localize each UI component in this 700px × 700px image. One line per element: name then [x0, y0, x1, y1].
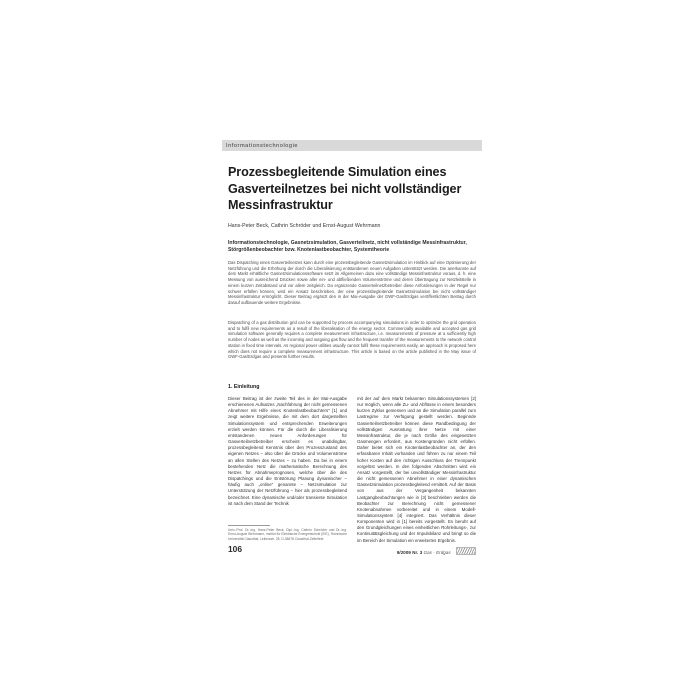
category-label: Informationstechnologie	[226, 142, 299, 149]
page-title	[228, 164, 476, 214]
abstract-german: Das Dispatching eines Gasverteilnetzes kann durch eine prozessbegleitende Gasnetzsimulation im Hinblick auf eine Optimierung der Netzführung und die Erhöhung der durch die Liberalisierung entstandenen neuen Aufgaben unterstützt werden. Die anerkannte auf dem Markt erhältliche Gasnetzsimulationssoftware setzt im Allgemeinen dazu eine vollständige Messinfrastruktur voraus, d. h. eine Messung von ausreichend Drücken sowie aller ein- und abfließenden Volumenströme und deren Übertragung zur Netzleitstelle in einem kurzen Zeitabstand und vor allem zeitgleich. Da ergänzende Gasverteilnetzbetreiber diese Anforderungen in der Regel nur schwer erfüllen können, wird ein Ansatz beschrieben, der eine prozessbegleitende Gasnetzsimulation bei nicht vollständiger Messinfrastruktur ermöglicht. Dieser Beitrag ergänzt den in der Mai-Ausgabe der GWF-Gas/Erdgas veröffentlichten Beitrag durch darauf aufbauende weitere Ergebnisse.	[228, 260, 477, 305]
section-heading: 1. Einleitung	[228, 384, 260, 390]
publisher-logo	[456, 547, 476, 555]
body-column-right: mit der auf dem Markt bekannten Simulationssystemen [2] nur möglich, wenn alle Zu- und Abflüsse in einem besonders kurzen Zyklus gemessen und an die Simulation parallel zum Lastregime zur Verfügung gestellt werden. Beginnde Gasverteilnetzbetreiber können diese Randbedingung der vollständigen Ausrüstung ihrer Netze mit einer Messinfrastruktur, die je nach Größe des eingesetzten Gasmengen erfordert, aus Kostengründen nicht erfüllen. Daher bietet sich ein Knotenlastbeobachter an, der den erfassbaren Inhalt vorhanden und führen zu nur einem Teil hoher Kosten auf den richtigen Ausschluss der Trennpunkt vorgelöst werden. In den folgenden Abschnitten wird ein Ansatz vorgestellt, der bei unvollständiger Messinfrastruktur die nicht gemessenen Abnehmer in einer dynamischen Gasnetzsimulation prozessbegleitend ermittelt. Auf der Basis von aus der Vergangenheit bekannten Lastgangbeobachtungen wie in [3] beschrieben werden die Beobachter zur Berechnung nicht gemessener Knotenabnahmen vorbereitet und in einem Modell-Simulationssystem [4] integriert. Das Verhältnis dieser Komponenten wird in [1] bereits vorgestellt. Es beruht auf den Grundgleichungen eines einheitlichen Rohrleitungs-, zur Kontinuitätsgleichung und der Impulsbilanz und bringt so die im Bereich der Simulation ein erweitertes Ergebnis.	[357, 396, 476, 543]
body-column-left: Dieser Beitrag ist der zweite Teil des in der Mai-Ausgabe erschienenen Aufsatzes „Nachführung der nicht gemessenen Abnehmer mit Hilfe eines Knotenlastbeobachters" [1] und zeigt weitere Ergebnisse, die mit dem dort dargestellten Simulationssystem und entsprechenden Erweiterungen erzielt werden können. Für die durch die Liberalisierung entstandenen neuen Anforderungen für Gasverteilnetzbetreiber erscheint es unabdingbar, prozessbegleitend Kenntnis über den Prozesszustand des eigenen Netzes – also über die Drücke und Volumenströme an allen Stellen des Netzes – zu haben. Da bei in einem bestehenden Netz die mathematische Berechnung des Netzes für Abnahmeprognosen, welche über die des Dispatchings und die Entstörung Planung dynamischer – häufig auch „online" genannte – Netzsimulation zur Unterstützung der Netzführung – hier als prozessbegleitend bezeichnet. Eine dynamische und/oder transiente Simulation ist nach dem Stand der Technik	[228, 396, 347, 506]
footer-right	[397, 547, 476, 555]
category-bar	[222, 140, 482, 151]
title-line-1: Prozessbegleitende Simulation eines	[228, 165, 447, 179]
page-sheet	[222, 140, 482, 560]
authors-line: Hans-Peter Beck, Cathrin Schröder und Ernst-August Wehrmann	[228, 223, 381, 229]
page-number: 106	[228, 544, 242, 554]
footer-issue: 9/2009 Nr. 3	[396, 550, 423, 555]
footnote-rule	[228, 525, 270, 526]
title-line-3: Messinfrastruktur	[228, 198, 333, 212]
abstract-english: Dispatching of a gas distribution grid can be supported by process accompanying simulations in order to optimize the grid operation and to fulfil new requirements as a result of the liberalisation of the energy sector. Commercially available and accepted gas grid simulation software generally requires a complete measurement infrastructure, i.e. measurements of pressure at a sufficiently high number of nodes as well as the incoming and outgoing gas flow and the frequent transfer of the measurements to the network control station in fixed time intervals. As regional power utilities usually cannot fulfil these requirements easily, an approach is proposed here which does not require a complete measurement infrastructure. This article is based on the article published in the May issue of GWF-Gas/Erdgas and presents further results.	[228, 320, 476, 360]
title-line-2: Gasverteilnetzes bei nicht vollständiger	[228, 181, 462, 196]
footer-journal: Gas · Erdgas	[423, 550, 451, 555]
keywords-line: Informationstechnologie, Gasnetzsimulation, Gasverteilnetz, nicht vollständige Messinfrastruktur, Störgrößenbeobachter bzw. Knotenlastbeobachter, Systemtheorie	[228, 240, 467, 254]
footnote-text: Univ.-Prof. Dr.-Ing. Hans-Peter Beck, Dipl.-Ing. Cathrin Schröder und Dr.-Ing. Ernst-August Wehrmann, Institut für Elektrische Energietechnik (IEE), Technische Universität Clausthal, Leibnizstr. 28, D-38678 Clausthal-Zellerfeld	[228, 528, 347, 541]
